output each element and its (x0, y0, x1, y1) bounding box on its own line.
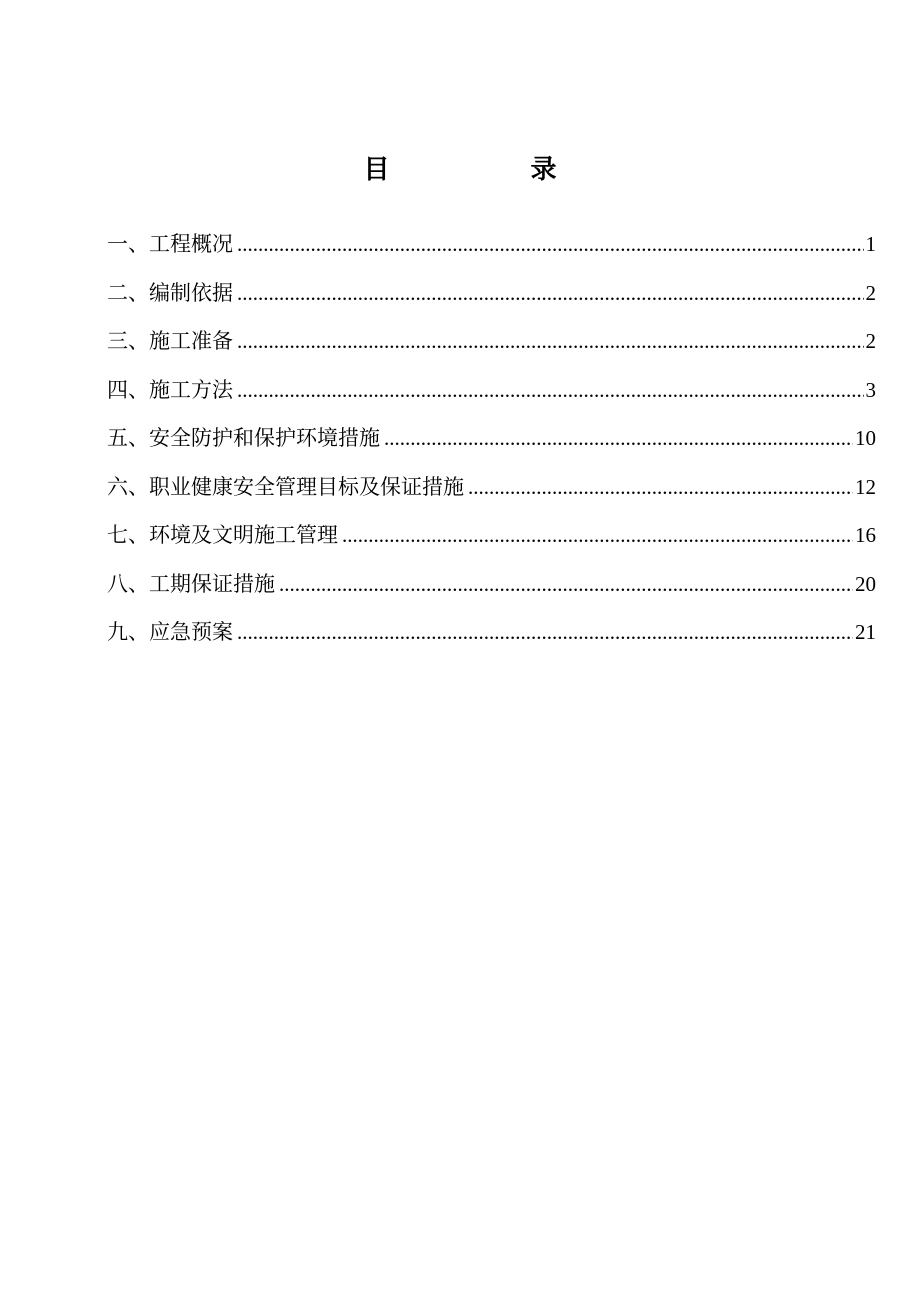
toc-entry-page: 10 (855, 426, 876, 450)
toc-entry-page: 2 (865, 280, 876, 305)
toc-entry-label: 八、工期保证措施 (107, 571, 275, 596)
toc-entry-page: 16 (855, 523, 876, 547)
toc-entry-page: 3 (865, 377, 876, 402)
dot-leader (237, 220, 864, 269)
toc-entry-3[interactable] (107, 317, 876, 366)
toc-entry-label: 四、施工方法 (107, 377, 233, 402)
toc-entry-page: 21 (855, 620, 876, 644)
toc-entry-label: 七、环境及文明施工管理 (107, 523, 338, 547)
toc-entry-4[interactable] (107, 366, 876, 415)
dot-leader (237, 317, 864, 366)
toc-entry-label: 六、职业健康安全管理目标及保证措施 (107, 474, 464, 499)
dot-leader (237, 608, 853, 657)
toc-title: 目 录 (363, 155, 623, 185)
dot-leader (342, 511, 853, 560)
toc-entry-label: 一、工程概况 (107, 232, 233, 256)
toc-entry-8[interactable] (107, 560, 876, 609)
toc-entry-page: 2 (865, 329, 876, 353)
dot-leader (279, 560, 853, 609)
dot-leader (237, 269, 864, 318)
toc-entry-page: 12 (855, 474, 876, 499)
toc-entry-2[interactable] (107, 269, 876, 318)
toc-entry-7[interactable] (107, 511, 876, 560)
dot-leader (468, 463, 853, 512)
toc-entry-label: 二、编制依据 (107, 280, 233, 305)
toc-entry-9[interactable] (107, 608, 876, 657)
toc-entry-page: 1 (865, 232, 876, 256)
toc-entry-5[interactable] (107, 414, 876, 463)
toc-entry-label: 三、施工准备 (107, 329, 233, 353)
toc-entry-page: 20 (855, 571, 876, 596)
dot-leader (237, 366, 864, 415)
toc-list (107, 220, 876, 657)
toc-entry-label: 五、安全防护和保护环境措施 (107, 426, 380, 450)
dot-leader (384, 414, 853, 463)
toc-entry-6[interactable] (107, 463, 876, 512)
toc-entry-label: 九、应急预案 (107, 620, 233, 644)
toc-entry-1[interactable] (107, 220, 876, 269)
